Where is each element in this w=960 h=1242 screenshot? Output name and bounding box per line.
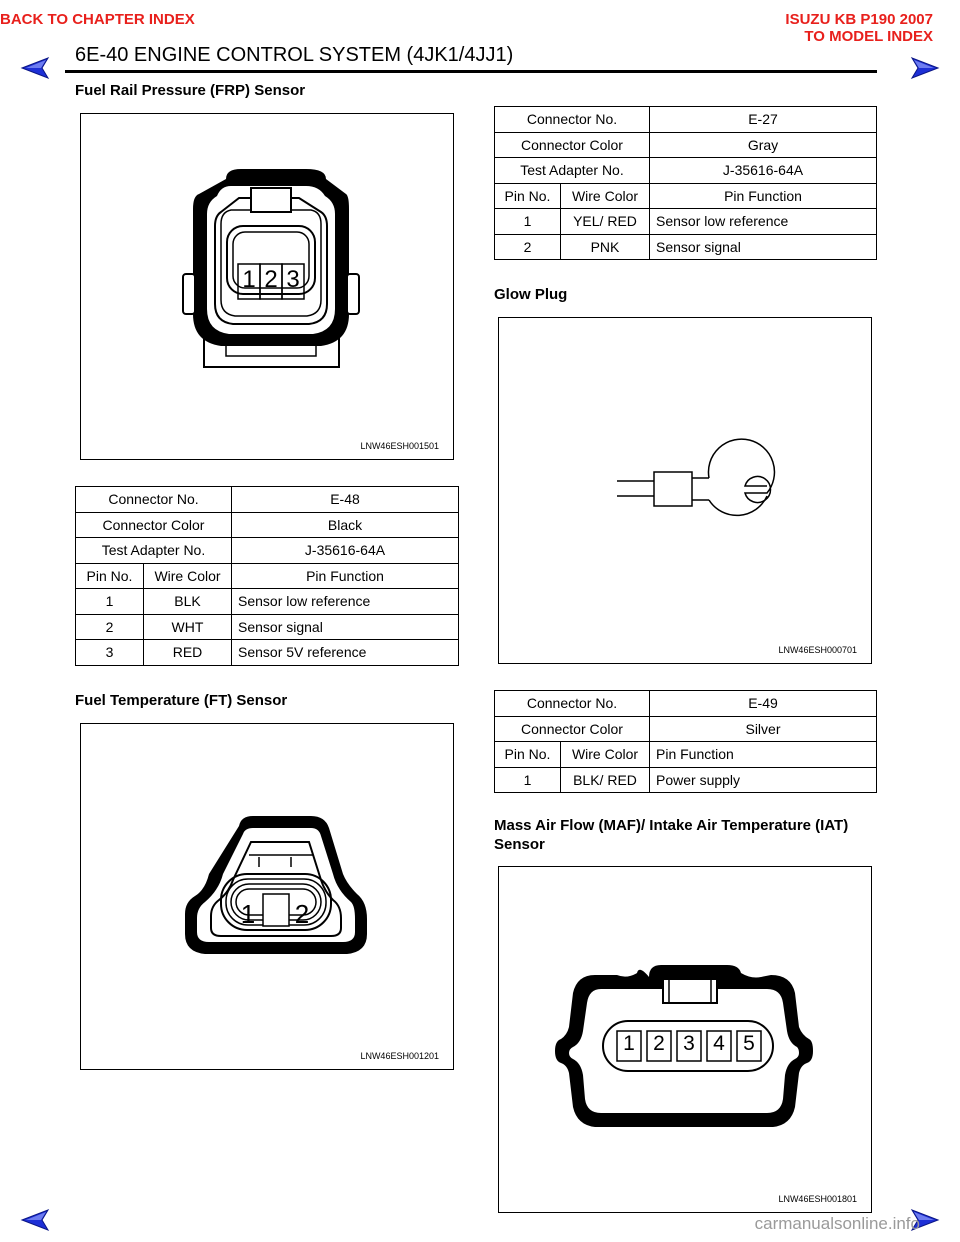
glow-plug-figure-id: LNW46ESH000701 xyxy=(778,645,857,655)
ft-connector-table xyxy=(494,106,877,260)
table-cell: Sensor signal xyxy=(232,614,459,640)
table-cell: Sensor signal xyxy=(650,234,877,260)
table-cell: Test Adapter No. xyxy=(76,538,232,564)
model-index-link[interactable] xyxy=(785,11,933,45)
maf-connector-figure xyxy=(498,866,872,1213)
maf-figure-id: LNW46ESH001801 xyxy=(778,1194,857,1204)
glow-plug-drawing xyxy=(499,318,873,665)
ft-pin-1-label: 1 xyxy=(240,899,256,929)
frp-connector-figure xyxy=(80,113,454,460)
column-header: Wire Color xyxy=(561,742,650,768)
table-row xyxy=(495,716,877,742)
model-title: ISUZU KB P190 2007 xyxy=(785,11,933,28)
table-row xyxy=(495,767,877,793)
table-row xyxy=(495,158,877,184)
table-cell: Connector No. xyxy=(495,107,650,133)
table-row xyxy=(76,589,459,615)
table-header-row xyxy=(495,183,877,209)
frp-figure-id: LNW46ESH001501 xyxy=(360,441,439,451)
table-cell: Connector No. xyxy=(76,487,232,513)
glow-plug-figure xyxy=(498,317,872,664)
table-row xyxy=(76,640,459,666)
maf-iat-heading xyxy=(494,816,876,854)
table-cell: BLK/ RED xyxy=(561,767,650,793)
ft-connector-figure xyxy=(80,723,454,1070)
table-cell: Silver xyxy=(650,716,877,742)
previous-page-arrow-icon[interactable] xyxy=(20,56,52,80)
table-cell: Connector Color xyxy=(495,132,650,158)
glow-plug-heading: Glow Plug xyxy=(494,286,568,303)
maf-pin-4-label: 4 xyxy=(713,1032,725,1055)
table-cell: 2 xyxy=(76,614,144,640)
table-cell: Test Adapter No. xyxy=(495,158,650,184)
table-row xyxy=(76,614,459,640)
table-cell: E-48 xyxy=(232,487,459,513)
column-header: Pin No. xyxy=(76,563,144,589)
maf-heading-line-2: Sensor xyxy=(494,836,545,853)
table-cell: BLK xyxy=(144,589,232,615)
table-cell: Black xyxy=(232,512,459,538)
table-cell: E-27 xyxy=(650,107,877,133)
table-cell: E-49 xyxy=(650,691,877,717)
frp-connector-table xyxy=(75,486,459,666)
table-cell: Connector Color xyxy=(76,512,232,538)
table-cell: PNK xyxy=(561,234,650,260)
table-cell: Sensor low reference xyxy=(650,209,877,235)
table-cell: J-35616-64A xyxy=(232,538,459,564)
column-header: Pin Function xyxy=(650,742,877,768)
table-row xyxy=(495,209,877,235)
table-cell: 1 xyxy=(495,767,561,793)
frp-pin-1-label: 1 xyxy=(242,266,256,293)
frp-pin-2-label: 2 xyxy=(264,266,278,293)
table-cell: Gray xyxy=(650,132,877,158)
table-cell: Connector Color xyxy=(495,716,650,742)
table-row xyxy=(495,691,877,717)
watermark: carmanualsonline.info xyxy=(754,1214,920,1233)
header-rule xyxy=(65,70,877,73)
maf-pin-1-label: 1 xyxy=(623,1032,635,1055)
table-cell: YEL/ RED xyxy=(561,209,650,235)
back-to-chapter-index-link[interactable]: BACK TO CHAPTER INDEX xyxy=(0,11,195,28)
maf-pin-5-label: 5 xyxy=(743,1032,755,1055)
next-page-arrow-icon[interactable] xyxy=(908,56,940,80)
table-header-row xyxy=(76,563,459,589)
table-row xyxy=(495,107,877,133)
table-row xyxy=(76,487,459,513)
column-header: Pin Function xyxy=(232,563,459,589)
column-header: Pin No. xyxy=(495,742,561,768)
table-row xyxy=(495,234,877,260)
frp-pin-3-label: 3 xyxy=(286,266,300,293)
maf-pin-2-label: 2 xyxy=(653,1032,665,1055)
previous-page-arrow-bottom-icon[interactable] xyxy=(20,1208,52,1232)
column-header: Wire Color xyxy=(561,183,650,209)
ft-heading: Fuel Temperature (FT) Sensor xyxy=(75,692,288,709)
table-row xyxy=(76,512,459,538)
table-cell: 1 xyxy=(76,589,144,615)
table-cell: Connector No. xyxy=(495,691,650,717)
table-row xyxy=(76,538,459,564)
glow-plug-connector-table xyxy=(494,690,877,793)
frp-heading: Fuel Rail Pressure (FRP) Sensor xyxy=(75,82,306,99)
table-cell: Sensor 5V reference xyxy=(232,640,459,666)
page-header-title: 6E-40 ENGINE CONTROL SYSTEM (4JK1/4JJ1) xyxy=(75,44,514,66)
to-model-index-label[interactable]: TO MODEL INDEX xyxy=(804,28,933,45)
table-row xyxy=(495,132,877,158)
column-header: Pin No. xyxy=(495,183,561,209)
table-header-row xyxy=(495,742,877,768)
table-cell: WHT xyxy=(144,614,232,640)
table-cell: Sensor low reference xyxy=(232,589,459,615)
ft-pin-2-label: 2 xyxy=(294,899,310,929)
table-cell: Power supply xyxy=(650,767,877,793)
table-cell: 3 xyxy=(76,640,144,666)
table-cell: 1 xyxy=(495,209,561,235)
maf-heading-line-1: Mass Air Flow (MAF)/ Intake Air Temperature (IAT) xyxy=(494,817,849,834)
column-header: Wire Color xyxy=(144,563,232,589)
maf-pin-3-label: 3 xyxy=(683,1032,695,1055)
table-cell: RED xyxy=(144,640,232,666)
table-cell: J-35616-64A xyxy=(650,158,877,184)
column-header: Pin Function xyxy=(650,183,877,209)
ft-figure-id: LNW46ESH001201 xyxy=(360,1051,439,1061)
ft-connector-drawing xyxy=(81,724,455,1071)
table-cell: 2 xyxy=(495,234,561,260)
